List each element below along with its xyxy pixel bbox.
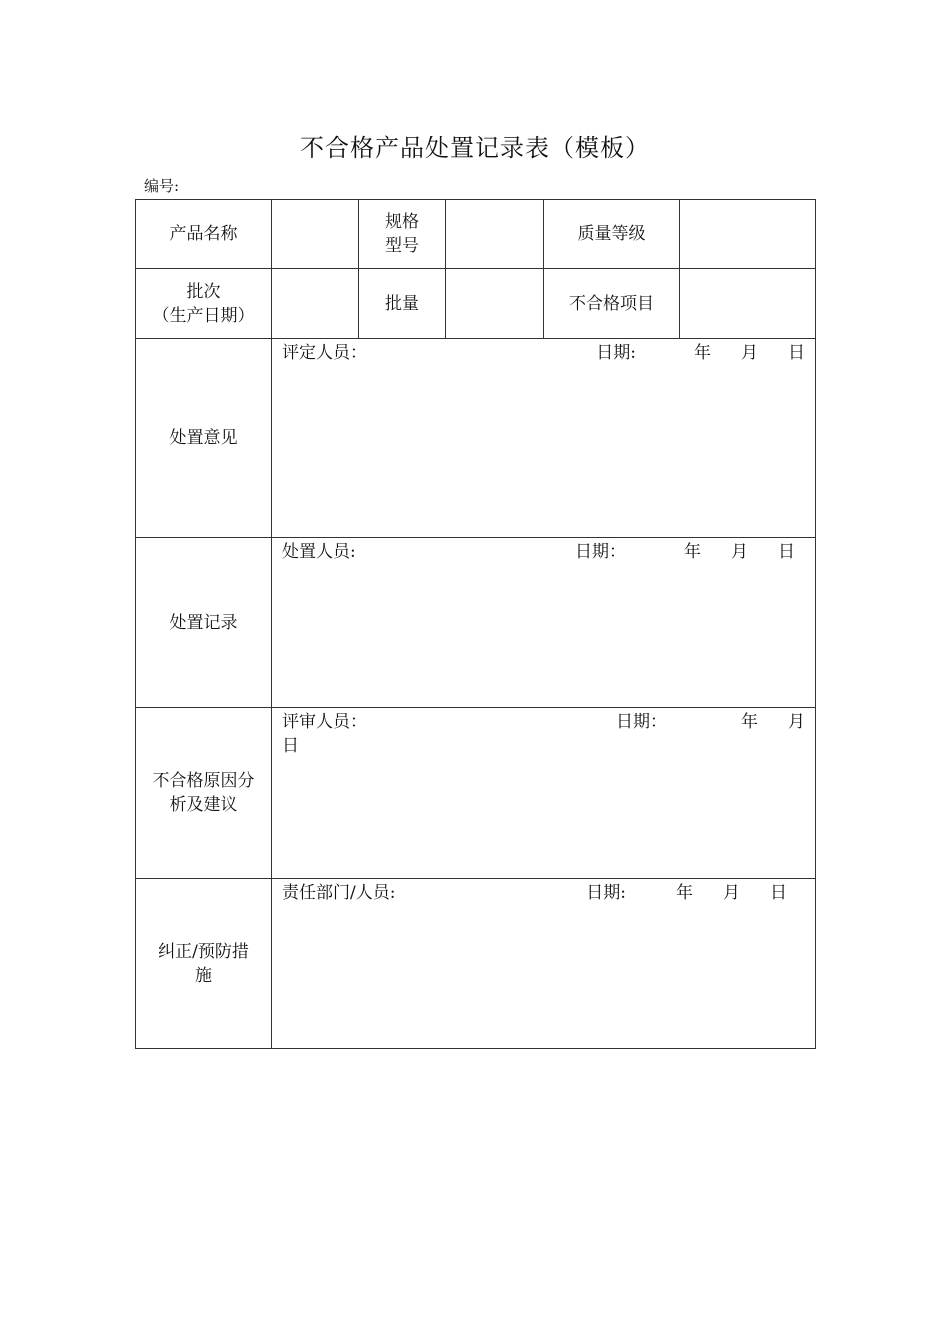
record-form-table: [135, 199, 816, 1049]
spec-label-line2: 型号: [385, 236, 419, 256]
day-label: 日: [778, 542, 795, 562]
date-label: 日期：: [575, 542, 626, 562]
year-label: 年: [684, 542, 701, 562]
corrective-label-line2: 施: [195, 965, 212, 986]
quality-grade-label: 质量等级: [544, 200, 680, 269]
month-label: 月: [723, 883, 740, 903]
spec-model-label: [359, 200, 446, 269]
year-label: 年: [694, 343, 711, 363]
year-label: 年: [676, 883, 693, 903]
date-label: 日期:: [586, 883, 626, 903]
cause-label-line1: 不合格原因分: [152, 771, 255, 791]
table-row: [136, 200, 816, 269]
cause-label-line2: 析及建议: [169, 795, 238, 815]
date-label: 日期：: [616, 712, 667, 732]
table-row: [136, 708, 816, 879]
date-group: [575, 540, 795, 564]
batch-label-line2: （生产日期）: [152, 305, 255, 326]
table-row: [136, 269, 816, 339]
responsible-dept-label: 责任部门/人员:: [282, 883, 396, 903]
day-label: 日: [770, 883, 787, 903]
date-label: 日期:: [596, 343, 636, 363]
disposal-record-label: 处置记录: [136, 538, 272, 708]
date-group: [616, 710, 805, 734]
batch-label: [136, 269, 272, 339]
day-label: 日: [788, 343, 805, 363]
product-name-field[interactable]: [272, 200, 359, 269]
page-title: 不合格产品处置记录表（模板）: [300, 134, 650, 162]
spec-label-line1: 规格: [385, 212, 419, 232]
month-label: 月: [788, 712, 805, 732]
appraiser-label: 评定人员：: [282, 343, 367, 363]
serial-number-label: 编号:: [144, 177, 180, 195]
batch-field[interactable]: [272, 269, 359, 339]
corrective-action-label: [136, 879, 272, 1049]
spec-model-field[interactable]: [446, 200, 544, 269]
disposal-opinion-label: 处置意见: [136, 339, 272, 538]
cause-analysis-label: [136, 708, 272, 879]
month-label: 月: [741, 343, 758, 363]
handler-label: 处置人员:: [282, 542, 356, 562]
disposal-opinion-field[interactable]: [272, 339, 816, 538]
reviewer-label: 评审人员：: [282, 712, 367, 732]
table-row: [136, 538, 816, 708]
batch-label-line1: 批次: [186, 281, 221, 302]
corrective-label-line1: 纠正/预防措: [158, 941, 249, 962]
quantity-label: 批量: [359, 269, 446, 339]
quality-grade-field[interactable]: [680, 200, 816, 269]
table-row: [136, 339, 816, 538]
date-group: [586, 881, 787, 905]
nonconforming-items-label: 不合格项目: [544, 269, 680, 339]
month-label: 月: [731, 542, 748, 562]
table-row: [136, 879, 816, 1049]
nonconforming-items-field[interactable]: [680, 269, 816, 339]
cause-analysis-field[interactable]: [272, 708, 816, 879]
corrective-action-field[interactable]: [272, 879, 816, 1049]
date-group: [596, 341, 805, 365]
year-label: 年: [741, 712, 758, 732]
day-label: 日: [282, 736, 299, 756]
disposal-record-field[interactable]: [272, 538, 816, 708]
product-name-label: 产品名称: [136, 200, 272, 269]
quantity-field[interactable]: [446, 269, 544, 339]
